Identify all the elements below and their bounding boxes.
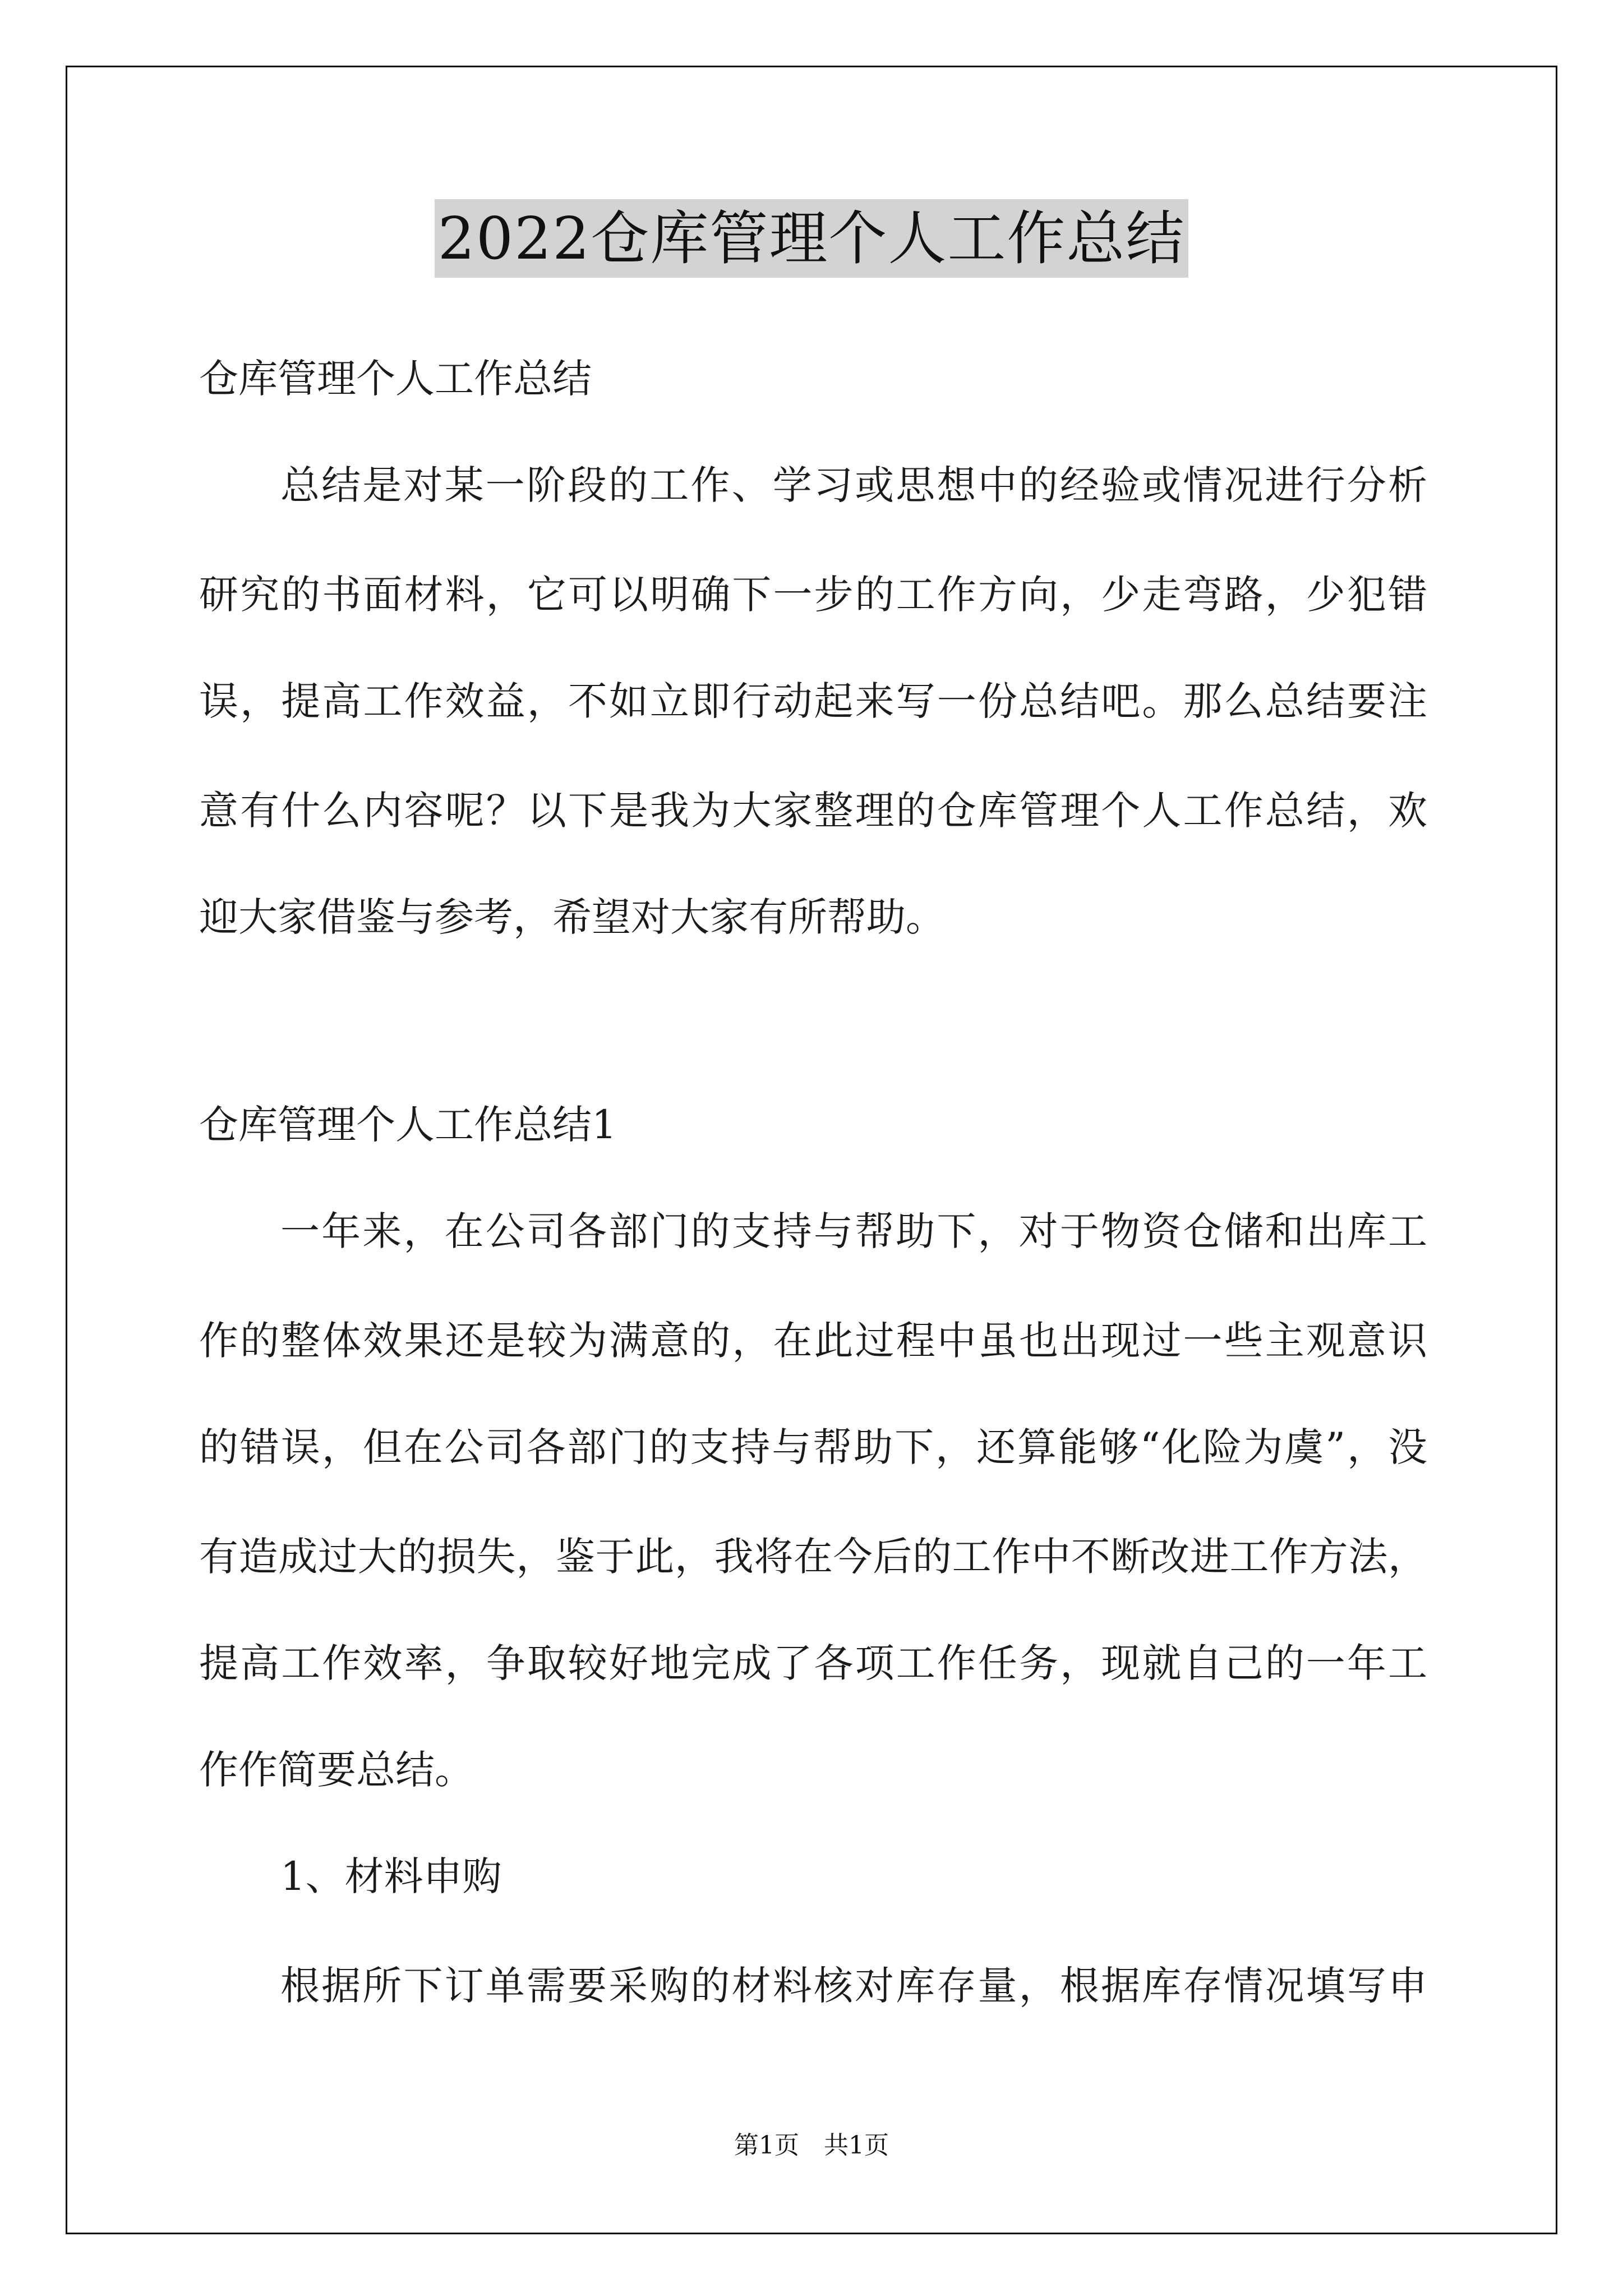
section-line-2: 作的整体效果还是较为满意的，在此过程中虽也出现过一些主观意识	[199, 1318, 1427, 1364]
intro-line-5: 迎大家借鉴与参考，希望对大家有所帮助。	[199, 894, 945, 940]
item-heading: 1、材料申购	[280, 1853, 502, 1899]
section-line-4: 有造成过大的损失，鉴于此，我将在今后的工作中不断改进工作方法，	[199, 1534, 1427, 1580]
section-line-1: 一年来，在公司各部门的支持与帮助下，对于物资仓储和出库工	[280, 1208, 1427, 1254]
intro-line-2: 研究的书面材料，它可以明确下一步的工作方向，少走弯路，少犯错	[199, 572, 1427, 618]
section-line-3: 的错误，但在公司各部门的支持与帮助下，还算能够“化险为虞”，没	[199, 1424, 1427, 1470]
section-line-6: 作作简要总结。	[199, 1747, 474, 1793]
page-footer: 第1页 共1页	[734, 2131, 889, 2160]
document-title: 2022仓库管理个人工作总结	[435, 199, 1189, 278]
subtitle: 仓库管理个人工作总结	[199, 356, 592, 402]
intro-line-4: 意有什么内容呢？以下是我为大家整理的仓库管理个人工作总结，欢	[199, 788, 1427, 834]
intro-line-3: 误，提高工作效益，不如立即行动起来写一份总结吧。那么总结要注	[199, 678, 1427, 724]
section-line-5: 提高工作效率，争取较好地完成了各项工作任务，现就自己的一年工	[199, 1640, 1427, 1686]
intro-line-1: 总结是对某一阶段的工作、学习或思想中的经验或情况进行分析	[280, 462, 1427, 508]
section-heading: 仓库管理个人工作总结1	[199, 1102, 617, 1148]
item-line: 根据所下订单需要采购的材料核对库存量，根据库存情况填写申	[280, 1963, 1427, 2009]
title-container	[0, 199, 1623, 278]
